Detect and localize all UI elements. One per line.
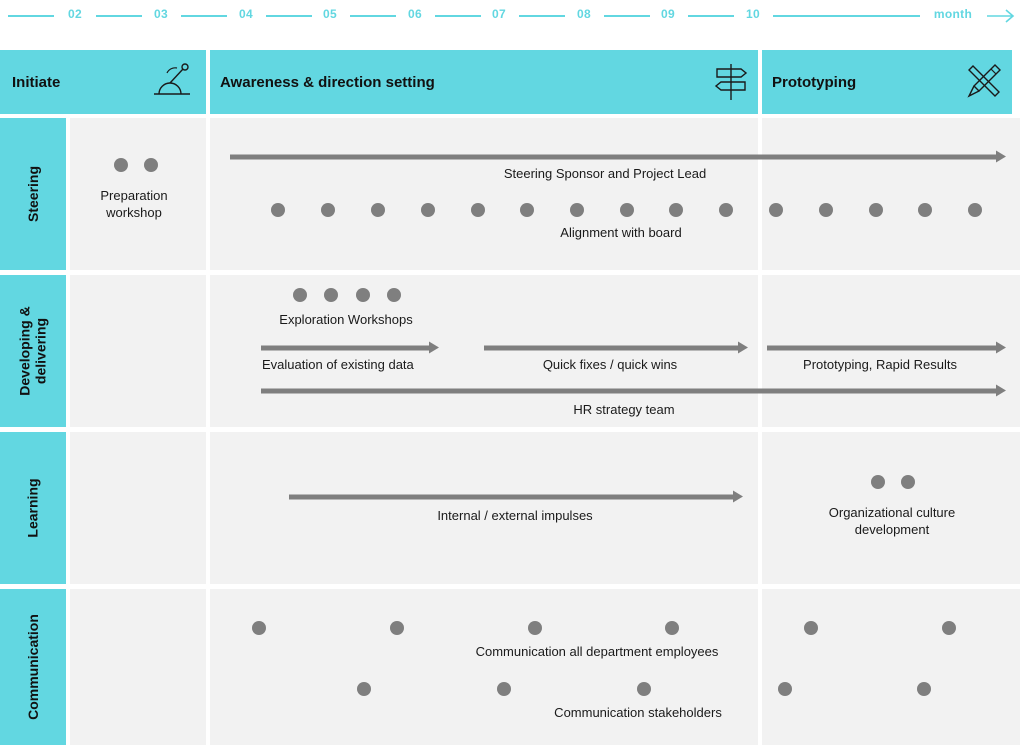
milestone-dot — [271, 203, 285, 217]
phase-title: Prototyping — [772, 74, 857, 91]
milestone-dot — [769, 203, 783, 217]
grid-cell — [210, 118, 758, 270]
preparation-workshop-label: Preparation workshop — [100, 188, 168, 220]
milestone-dot — [321, 203, 335, 217]
milestone-dot — [390, 621, 404, 635]
milestone-dot — [144, 158, 158, 172]
signpost-icon — [712, 62, 750, 102]
grid-cell — [762, 118, 1020, 270]
hr-strategy-label: HR strategy team — [573, 402, 675, 417]
month-label: 08 — [577, 7, 591, 21]
comm-stakeholders-label: Communication stakeholders — [554, 705, 722, 720]
hr-strategy-arrow — [261, 389, 998, 394]
milestone-dot — [356, 288, 370, 302]
milestone-dot — [620, 203, 634, 217]
milestone-dot — [357, 682, 371, 696]
impulses-arrow — [289, 495, 735, 500]
milestone-dot — [804, 621, 818, 635]
timeline-line — [688, 15, 734, 17]
tools-icon — [965, 62, 1003, 100]
grid-cell — [210, 589, 758, 745]
milestone-dot — [778, 682, 792, 696]
month-label: 07 — [492, 7, 506, 21]
comm-employees-label: Communication all department employees — [475, 644, 719, 659]
milestone-dot — [520, 203, 534, 217]
timeline-line — [773, 15, 920, 17]
timeline-line — [604, 15, 650, 17]
milestone-dot — [421, 203, 435, 217]
row-label-communication: Communication — [25, 614, 41, 720]
grid-cell — [762, 275, 1020, 427]
unit-label: month — [933, 7, 973, 21]
timeline-line — [266, 15, 312, 17]
row-label-steering: Steering — [24, 165, 41, 223]
milestone-dot — [528, 621, 542, 635]
milestone-dot — [669, 203, 683, 217]
milestone-dot — [637, 682, 651, 696]
phase-title: Initiate — [12, 74, 61, 91]
month-label: 04 — [239, 7, 253, 21]
prototyping-label: Prototyping, Rapid Results — [803, 357, 957, 372]
milestone-dot — [918, 203, 932, 217]
timeline-line — [350, 15, 396, 17]
timeline-line — [181, 15, 227, 17]
month-label: 06 — [408, 7, 422, 21]
row-label-learning: Learning — [25, 478, 41, 538]
milestone-dot — [497, 682, 511, 696]
milestone-dot — [371, 203, 385, 217]
impulses-label: Internal / external impulses — [437, 508, 593, 523]
alignment-board-label: Alignment with board — [560, 225, 682, 240]
milestone-dot — [869, 203, 883, 217]
grid-cell — [762, 589, 1020, 745]
milestone-dot — [324, 288, 338, 302]
timeline-line — [8, 15, 54, 17]
timeline-line — [96, 15, 142, 17]
prototyping-arrow — [767, 346, 998, 351]
milestone-dot — [665, 621, 679, 635]
month-label: 02 — [68, 7, 82, 21]
grid-cell — [70, 275, 206, 427]
org-culture-label: Organizational culture development — [828, 505, 956, 537]
grid-cell — [70, 589, 206, 745]
quick-fixes-label: Quick fixes / quick wins — [542, 357, 678, 372]
steering-sponsor-arrow — [230, 155, 998, 160]
row-label-developing: Developing & delivering — [17, 306, 49, 396]
milestone-dot — [719, 203, 733, 217]
milestone-dot — [114, 158, 128, 172]
evaluation-label: Evaluation of existing data — [262, 357, 414, 372]
quick-fixes-arrow — [484, 346, 740, 351]
timeline-line — [519, 15, 565, 17]
milestone-dot — [252, 621, 266, 635]
month-label: 10 — [746, 7, 760, 21]
milestone-dot — [387, 288, 401, 302]
arrow-right-icon — [986, 8, 1016, 24]
milestone-dot — [871, 475, 885, 489]
grid-cell — [210, 275, 758, 427]
steering-sponsor-label: Steering Sponsor and Project Lead — [503, 166, 707, 181]
lever-icon — [150, 60, 194, 100]
month-label: 03 — [154, 7, 168, 21]
milestone-dot — [917, 682, 931, 696]
milestone-dot — [570, 203, 584, 217]
phase-title: Awareness & direction setting — [220, 74, 435, 91]
milestone-dot — [901, 475, 915, 489]
timeline-line — [435, 15, 481, 17]
month-label: 05 — [323, 7, 337, 21]
exploration-workshops-label: Exploration Workshops — [279, 312, 413, 327]
milestone-dot — [471, 203, 485, 217]
milestone-dot — [942, 621, 956, 635]
milestone-dot — [293, 288, 307, 302]
evaluation-arrow — [261, 346, 431, 351]
month-label: 09 — [661, 7, 675, 21]
milestone-dot — [819, 203, 833, 217]
grid-cell — [70, 432, 206, 584]
milestone-dot — [968, 203, 982, 217]
